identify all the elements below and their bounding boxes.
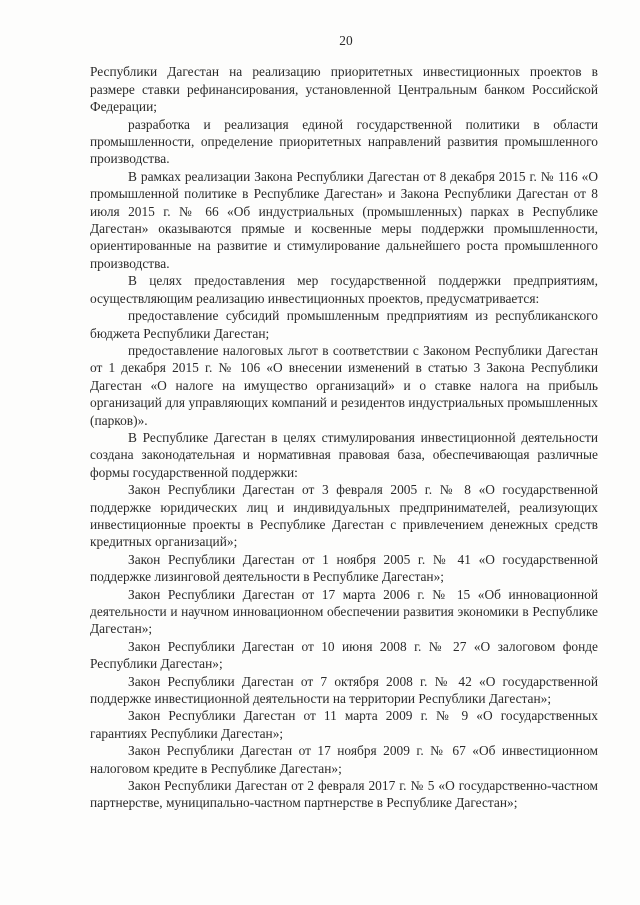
paragraph-subsidies: предоставление субсидий промышленным предприятиям из республиканского бюджета Республики Дагестан; xyxy=(90,308,598,341)
paragraph-industrial-policy: разработка и реализация единой государственной политики в области промышленности, определение приоритетных направлений развития промышленного производства. xyxy=(90,116,598,167)
law-item: Закон Республики Дагестан от 3 февраля 2005 г. № 8 «О государственной поддержке юридических лиц и индивидуальных предпринимателей, реализующих инвестиционные проекты в Республике Дагестан с привлечением денежных средств кредитных организаций»; xyxy=(90,482,598,550)
paragraph-laws-support-measures: В рамках реализации Закона Республики Дагестан от 8 декабря 2015 г. № 116 «О промышленной политике в Республике Дагестан» и Закона Республики Дагестан от 8 июля 2015 г. № 66 «Об индустриальных (промышленных) парках в Республике Дагестан» оказываются прямые и косвенные меры поддержки промышленности, ориентированные на развитие и стимулирование дальнейшего роста промышленного производства. xyxy=(90,168,598,271)
paragraph-continuation: Республики Дагестан на реализацию приоритетных инвестиционных проектов в размере ставки рефинансирования, установленной Центральным банком Российской Федерации; xyxy=(90,64,598,115)
law-item: Закон Республики Дагестан от 11 марта 2009 г. № 9 «О государственных гарантиях Республики Дагестан»; xyxy=(90,708,598,741)
law-item: Закон Республики Дагестан от 1 ноября 2005 г. № 41 «О государственной поддержке лизинговой деятельности в Республике Дагестан»; xyxy=(90,551,598,585)
law-item: Закон Республики Дагестан от 17 ноября 2009 г. № 67 «Об инвестиционном налоговом кредите в Республике Дагестан»; xyxy=(90,743,598,776)
law-item: Закон Республики Дагестан от 7 октября 2008 г. № 42 «О государственной поддержке инвестиционной деятельности на территории Республики Дагестан»; xyxy=(90,673,598,707)
law-item: Закон Республики Дагестан от 10 июня 2008 г. № 27 «О залоговом фонде Республики Дагестан»; xyxy=(90,638,598,672)
document-body xyxy=(90,63,598,811)
law-item: Закон Республики Дагестан от 2 февраля 2017 г. № 5 «О государственно-частном партнерстве, муниципально-частном партнерстве в Республике Дагестан»; xyxy=(90,778,598,811)
law-item: Закон Республики Дагестан от 17 марта 2006 г. № 15 «Об инновационной деятельности и научном инновационном обеспечении развития экономики в Республике Дагестан»; xyxy=(90,586,598,637)
paragraph-state-support-intro: В целях предоставления мер государственной поддержки предприятиям, осуществляющим реализацию инвестиционных проектов, предусматривается: xyxy=(90,273,598,306)
paragraph-legal-base-intro: В Республике Дагестан в целях стимулирования инвестиционной деятельности создана законодательная и нормативная правовая база, обеспечивающая различные формы государственной поддержки: xyxy=(90,429,598,480)
page-number: 20 xyxy=(339,33,353,48)
paragraph-tax-benefits: предоставление налоговых льгот в соответствии с Законом Республики Дагестан от 1 декабря 2015 г. № 106 «О внесении изменений в статью 3 Закона Республики Дагестан «О налоге на имущество организаций» и о ставке налога на прибыль организаций для управляющих компаний и резидентов индустриальных промышленных (парков)». xyxy=(90,342,598,428)
